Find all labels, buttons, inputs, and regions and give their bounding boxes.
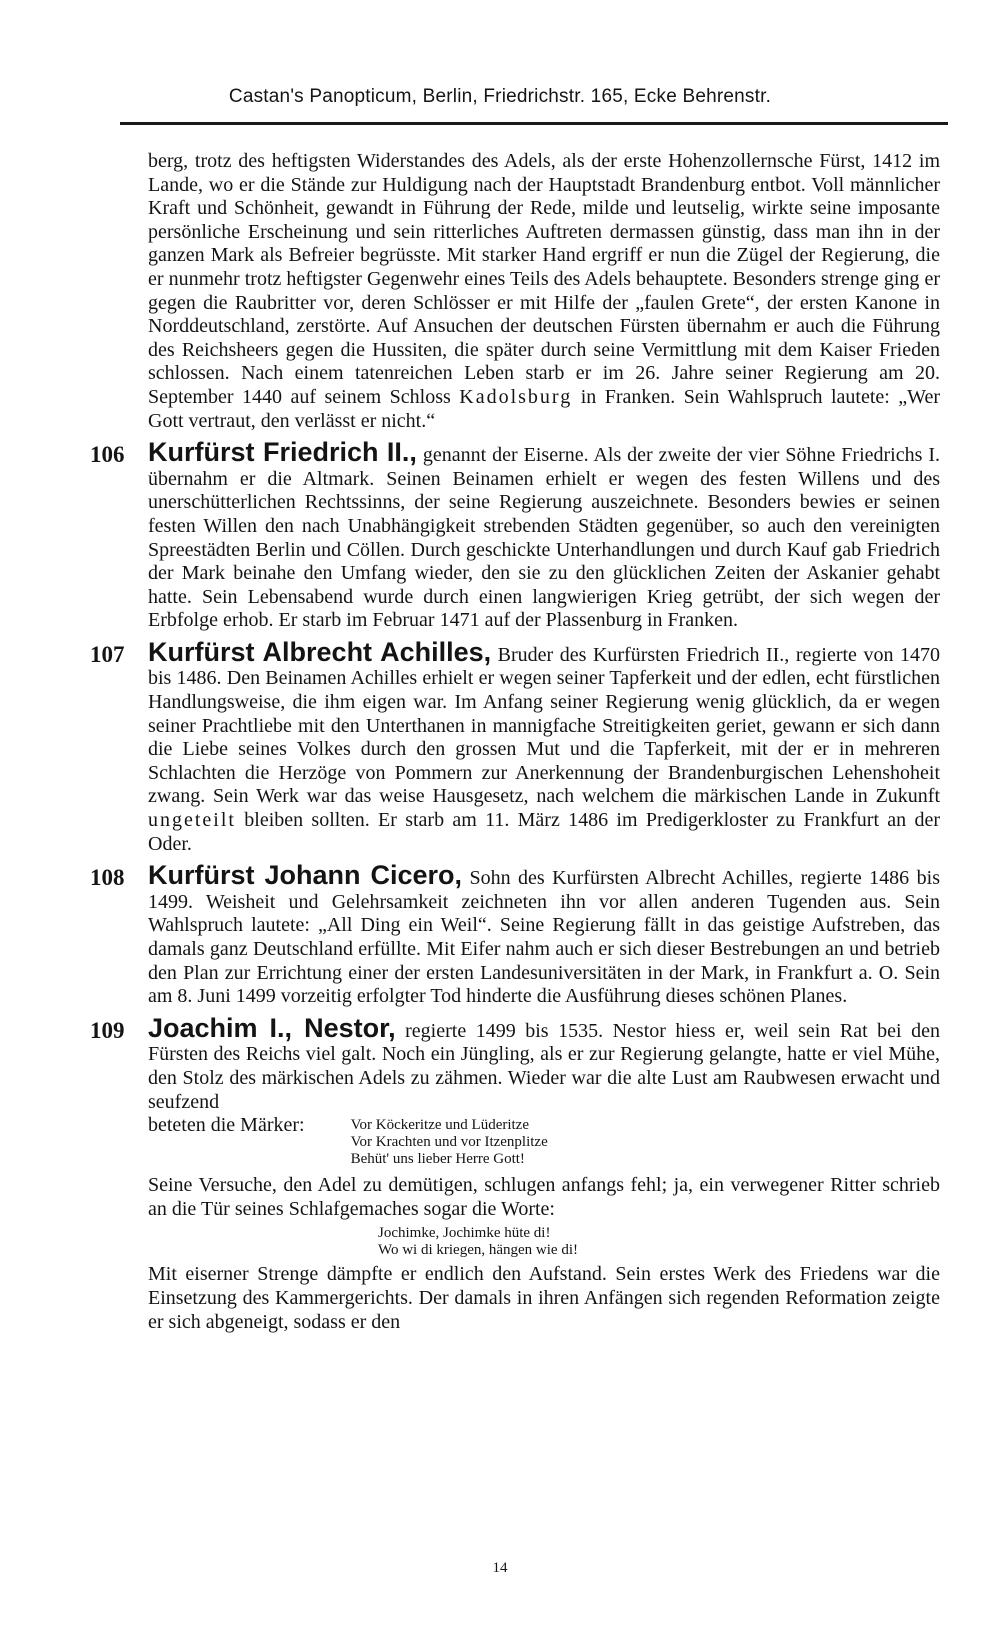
- verse-line: Vor Köckeritze und Lüderitze: [350, 1117, 529, 1134]
- entry-106: [90, 437, 940, 633]
- verse-1: [351, 1117, 548, 1168]
- verse-line: Wo wi di kriegen, hängen wie di!: [378, 1242, 578, 1259]
- verse-2: [378, 1225, 940, 1259]
- entry-heading: Kurfürst Johann Cicero,: [148, 860, 462, 891]
- entry-spaced-word: ungeteilt: [148, 809, 236, 832]
- verse-lead: beteten die Märker:: [148, 1114, 305, 1137]
- entry-heading: Kurfürst Friedrich II.,: [148, 437, 417, 468]
- entry-107: [90, 636, 940, 856]
- entry-text: regierte 1499 bis 1535. Nestor hiess er, weil sein Rat bei den Fürsten des Reichs viel galt. Noch ein Jüngling, als er zur Regierung gelangte, hatte er viel Mühe, den Stolz des märkischen Adels zu zähmen. Wieder war die alte Lust am Raubwesen erwacht und seufzend: [148, 1019, 940, 1113]
- entry-text: Sohn des Kurfürsten Albrecht Achilles, regierte 1486 bis 1499. Weisheit und Gelehrsamkeit zeichneten ihn vor allen anderen Tugenden aus. Sein Wahlspruch lautete: „All Ding ein Weil“. Seine Regierung fällt in das geistige Aufstreben, das damals ganz Deutschland erfüllte. Mit Eifer nahm auch er sich dieser Bestrebungen an und betrieb den Plan zur Errichtung einer der ersten Landesuniversitäten in der Mark, in Frankfurt a. O. Sein am 8. Juni 1499 vorzeitig erfolgter Tod hinderte die Ausführung dieses schönen Planes.: [148, 867, 940, 1008]
- entry-109: [90, 1012, 940, 1334]
- entry-text: Bruder des Kurfürsten Friedrich II., regierte von 1470 bis 1486. Den Beinamen Achilles erhielt er wegen seiner Tapferkeit und der edlen, echt fürstlichen Handlungsweise, die ihm eigen war. Im Anfang seiner Regierung wenig glücklich, da er wegen seiner Prachtliebe mit den Unterthanen in mannigfache Streitigkeiten geriet, gewann er sich dann die Liebe seines Volkes durch den grossen Mut und die Tapferkeit, mit der er in mehreren Schlachten die Herzöge von Pommern zur Anerkennung der Brandenburgischen Lehenshoheit zwang. Sein Werk war das weise Hausgesetz, nach welchem die märkischen Lande in Zukunft: [148, 643, 940, 808]
- entry-108: [90, 860, 940, 1009]
- entry-heading: Kurfürst Albrecht Achilles,: [148, 636, 492, 667]
- intro-text-2: in Franken. Sein Wahlspruch lautete: „Wer Gott vertraut, den verlässt er nicht.“: [148, 385, 940, 432]
- entry-paragraph: [148, 1012, 940, 1114]
- entry-heading: Joachim I., Nestor,: [148, 1012, 396, 1043]
- entry-paragraph: [148, 437, 940, 633]
- entry-paragraph: [148, 636, 940, 856]
- verse-line: Behüt' uns lieber Herre Gott!: [350, 1151, 525, 1168]
- page-body: [90, 150, 940, 1334]
- intro-spaced-word: Kadolsburg: [459, 385, 573, 408]
- verse-line: Vor Krachten und vor Itzenplitze: [350, 1134, 548, 1151]
- entry-text-2: bleiben sollten. Er starb am 11. März 1486 im Predigerkloster zu Frankfurt an der Oder.: [148, 809, 940, 855]
- page-number: 14: [492, 1560, 508, 1576]
- entry-paragraph: [148, 860, 940, 1009]
- entry-text-mid: Seine Versuche, den Adel zu demütigen, schlugen anfangs fehl; ja, ein verwegener Ritter schrieb an die Tür seines Schlafgemaches sogar die Worte:: [148, 1174, 940, 1220]
- entry-number: 106: [90, 442, 125, 468]
- entry-text: genannt der Eiserne. Als der zweite der vier Söhne Friedrichs I. übernahm er die Altmark. Seinen Beinamen erhielt er wegen des festen Willens und des unerschütterlichen Rechtssinns, der seine Regierung auszeichnete. Besonders bewies er seinen festen Willen den nach Unabhängigkeit strebenden Städten gegenüber, so auch den vereinigten Spreestädten Berlin und Cöllen. Durch geschickte Unterhandlungen und durch Kauf gab Friedrich der Mark beinahe den Umfang wieder, den sie zu den glücklichen Zeiten der Askanier gehabt hatte. Sein Lebensabend wurde durch einen langwierigen Krieg getrübt, der sich wegen der Erbfolge erhob. Er starb im Februar 1471 auf der Plassenburg in Franken.: [148, 444, 940, 632]
- running-header: Castan's Panopticum, Berlin, Friedrichstr. 165, Ecke Behrenstr.: [228, 86, 772, 107]
- entry-text-end: Mit eiserner Strenge dämpfte er endlich den Aufstand. Sein erstes Werk des Friedens war die Einsetzung des Kammergerichts. Der damals in ihren Anfängen sich regenden Reformation zeigte er sich abgeneigt, sodass er den: [148, 1263, 940, 1333]
- intro-paragraph: [148, 150, 940, 433]
- header-rule: [120, 122, 948, 125]
- entry-number: 108: [90, 865, 125, 891]
- verse-line: Jochimke, Jochimke hüte di!: [378, 1225, 551, 1242]
- verse-block-1: [148, 1114, 940, 1168]
- entry-number: 107: [90, 641, 125, 667]
- entry-number: 109: [90, 1017, 125, 1043]
- intro-text-1: berg, trotz des heftigsten Widerstandes des Adels, als der erste Hohenzollernsche Fürst, 1412 im Lande, wo er die Stände zur Huldigung nach der Hauptstadt Brandenburg entbot. Voll männlicher Kraft und Schönheit, gewandt in Führung der Rede, milde und leutselig, wirkte seine imposante persönliche Erscheinung und sein ritterliches Auftreten dermassen günstig, dass man ihn in der ganzen Mark als Befreier begrüsste. Mit starker Hand ergriff er nun die Zügel der Regierung, die er nunmehr trotz heftigster Gegenwehr eines Teils des Adels behauptete. Besonders strenge ging er gegen die Raubritter vor, deren Schlösser er mit Hilfe der „faulen Grete“, der ersten Kanone in Norddeutschland, zerstörte. Auf Ansuchen der deutschen Fürsten übernahm er auch die Führung des Reichsheers gegen die Hussiten, die später durch seine Vermittlung mit dem Kaiser Frieden schlossen. Nach einem tatenreichen Leben starb er im 26. Jahre seiner Regierung am 20. September 1440 auf seinem Schloss: [148, 150, 940, 408]
